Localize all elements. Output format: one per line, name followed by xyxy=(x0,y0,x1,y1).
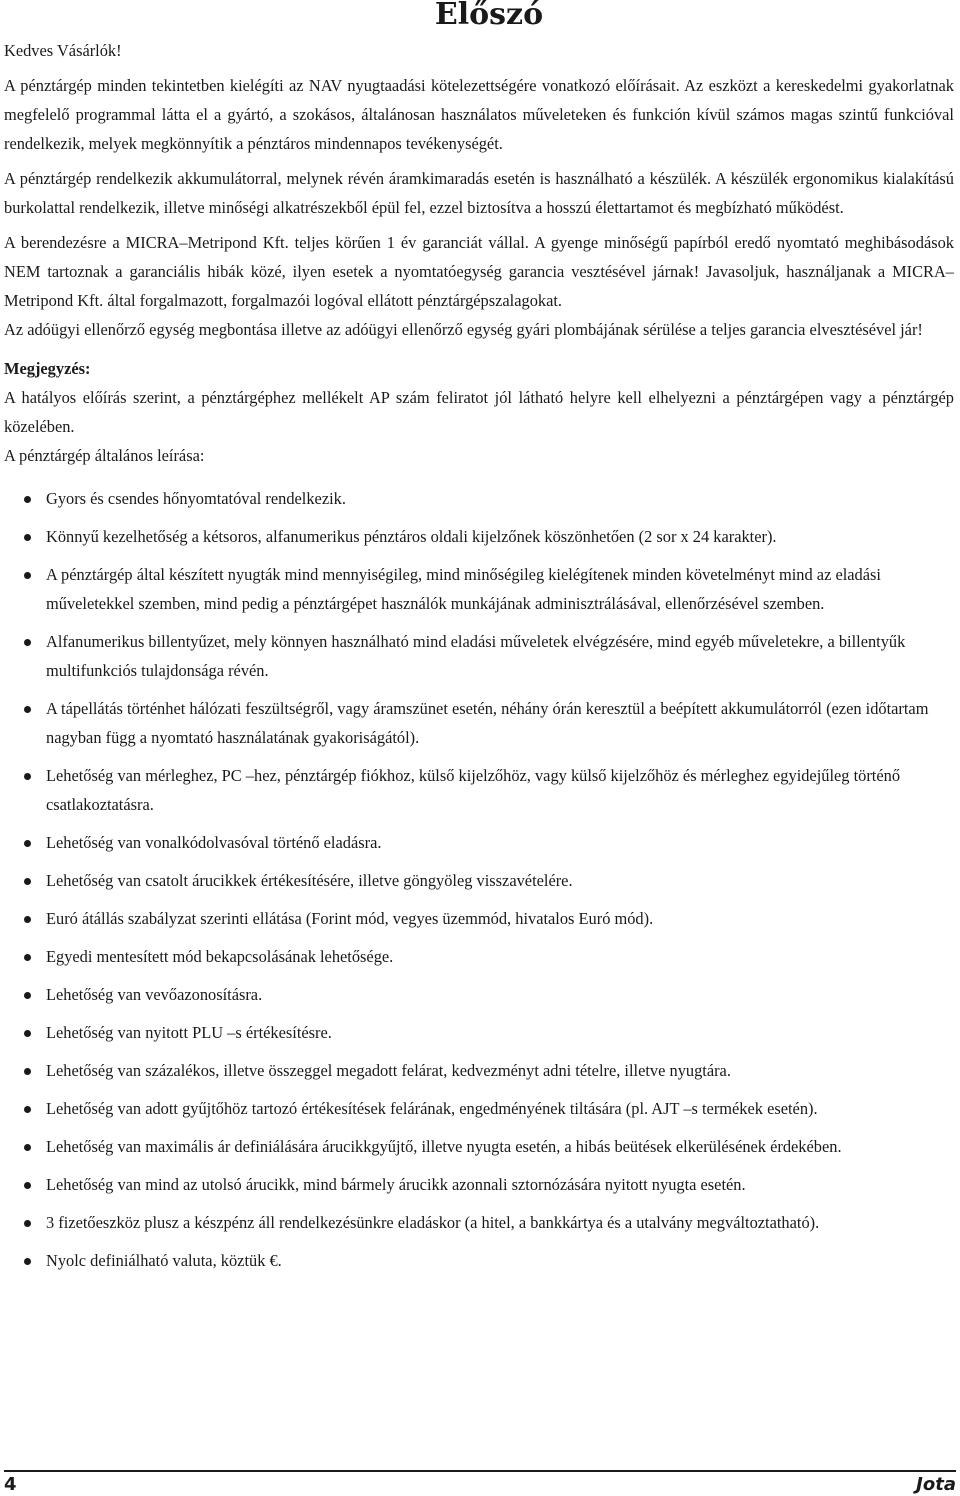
bullet-icon xyxy=(24,954,31,961)
list-item xyxy=(4,866,954,895)
footer-divider xyxy=(4,1470,956,1472)
list-item-text: Lehetőség van vevőazonosításra. xyxy=(46,985,263,1004)
list-item-text: A pénztárgép által készített nyugták mind mennyiségileg, mind minőségileg kielégítenek minden követelményt mind az eladási műveletekkel szemben, mind pedig a pénztárgépet használók munkájának adminisztrálásával, ellenőrzésével szemben. xyxy=(46,565,881,613)
bullet-icon xyxy=(24,878,31,885)
list-item xyxy=(4,1208,954,1237)
list-item xyxy=(4,484,954,513)
list-item xyxy=(4,1132,954,1161)
list-item xyxy=(4,942,954,971)
list-item-text: Lehetőség van mérleghez, PC –hez, pénztárgép fiókhoz, külső kijelzőhöz, vagy külső kijelzőhöz és mérleghez egyidejűleg történő csatlakoztatásra. xyxy=(46,766,901,814)
list-item-text: Lehetőség van százalékos, illetve összeggel megadott felárat, kedvezményt adni tételre, illetve nyugtára. xyxy=(46,1061,731,1080)
list-item xyxy=(4,828,954,857)
list-item xyxy=(4,980,954,1009)
paragraph-intro: A pénztárgép minden tekintetben kielégíti az NAV nyugtaadási kötelezettségére vonatkozó előírásait. Az eszközt a kereskedelmi gyakorlatnak megfelelő programmal látta el a gyártó, a szokásos, általánosan használatos műveleteken és funkción kívül számos magas szintű funkcióval rendelkezik, melyek megkönnyítik a pénztáros mindennapos tevékenységét. xyxy=(4,76,954,153)
bullet-icon xyxy=(24,773,31,780)
document-body xyxy=(4,36,954,1284)
list-item xyxy=(4,1018,954,1047)
list-item-text: Egyedi mentesített mód bekapcsolásának lehetősége. xyxy=(46,947,394,966)
list-item xyxy=(4,761,954,819)
note-text: A hatályos előírás szerint, a pénztárgéphez mellékelt AP szám feliratot jól látható helyre kell elhelyezni a pénztárgépen vagy a pénztárgép közelében. xyxy=(4,388,954,436)
list-item-text: Lehetőség van mind az utolsó árucikk, mind bármely árucikk azonnali sztornózására nyitott nyugta esetén. xyxy=(46,1175,746,1194)
paragraph-warranty: A berendezésre a MICRA–Metripond Kft. teljes körűen 1 év garanciát vállal. A gyenge minőségű papírból eredő nyomtató meghibásodások NEM tartoznak a garanciális hibák közé, ilyen esetek a nyomtatóegység garancia vesztésével járnak! Javasoljuk, használjanak a MICRA–Metripond Kft. által forgalmazott, forgalmazói logóval ellátott pénztárgépszalagokat. xyxy=(4,233,954,310)
bullet-icon xyxy=(24,1068,31,1075)
bullet-icon xyxy=(24,1258,31,1265)
bullet-icon xyxy=(24,1220,31,1227)
page-number: 4 xyxy=(4,1474,17,1495)
list-item-text: Lehetőség van maximális ár definiálására árucikkgyűjtő, illetve nyugta esetén, a hibás beütések elkerülésének érdekében. xyxy=(46,1137,842,1156)
list-item xyxy=(4,1094,954,1123)
list-item-text: Alfanumerikus billentyűzet, mely könnyen használható mind eladási műveletek elvégzésére, mind egyéb műveletekre, a billentyűk multifunkciós tulajdonsága révén. xyxy=(46,632,906,680)
bullet-icon xyxy=(24,639,31,646)
list-item-text: 3 fizetőeszköz plusz a készpénz áll rendelkezésünkre eladáskor (a hitel, a bankkártya és a utalvány megváltoztatható). xyxy=(46,1213,820,1232)
bullet-icon xyxy=(24,1182,31,1189)
note-heading: Megjegyzés: xyxy=(4,359,91,378)
bullet-icon xyxy=(24,534,31,541)
greeting: Kedves Vásárlók! xyxy=(4,41,122,60)
bullet-icon xyxy=(24,1144,31,1151)
description-heading: A pénztárgép általános leírása: xyxy=(4,446,205,465)
list-item-text: Könnyű kezelhetőség a kétsoros, alfanumerikus pénztáros oldali kijelzőnek köszönhetően (2 sor x 24 karakter). xyxy=(46,527,777,546)
bullet-icon xyxy=(24,916,31,923)
paragraph-battery: A pénztárgép rendelkezik akkumulátorral, melynek révén áramkimaradás esetén is használható a készülék. A készülék ergonomikus kialakítású burkolattal rendelkezik, illetve minőségi alkatrészekből épül fel, ezzel biztosítva a hosszú élettartamot és megbízható működést. xyxy=(4,169,954,217)
list-item xyxy=(4,627,954,685)
bullet-icon xyxy=(24,840,31,847)
page-title: Előszó xyxy=(434,0,544,32)
bullet-icon xyxy=(24,1106,31,1113)
list-item xyxy=(4,694,954,752)
list-item-text: A tápellátás történhet hálózati feszültségről, vagy áramszünet esetén, néhány órán keresztül a beépített akkumulátorról (ezen időtartam nagyban függ a nyomtató használatának gyakoriságától). xyxy=(46,699,929,747)
list-item-text: Lehetőség van nyitott PLU –s értékesítésre. xyxy=(46,1023,332,1042)
list-item xyxy=(4,1246,954,1275)
list-item xyxy=(4,1170,954,1199)
bullet-icon xyxy=(24,992,31,999)
list-item-text: Lehetőség van adott gyűjtőhöz tartozó értékesítések felárának, engedményének tiltására (pl. AJT –s termékek esetén). xyxy=(46,1099,818,1118)
brand-logo-text: Jota xyxy=(916,1474,956,1495)
feature-list xyxy=(4,484,954,1275)
list-item-text: Nyolc definiálható valuta, köztük €. xyxy=(46,1251,282,1270)
list-item-text: Lehetőség van csatolt árucikkek értékesítésére, illetve göngyöleg visszavételére. xyxy=(46,871,573,890)
list-item xyxy=(4,904,954,933)
bullet-icon xyxy=(24,496,31,503)
list-item xyxy=(4,560,954,618)
paragraph-fiscal-unit: Az adóügyi ellenőrző egység megbontása illetve az adóügyi ellenőrző egység gyári plombájának sérülése a teljes garancia elvesztésével jár! xyxy=(4,320,923,339)
bullet-icon xyxy=(24,1030,31,1037)
list-item xyxy=(4,1056,954,1085)
bullet-icon xyxy=(24,706,31,713)
list-item xyxy=(4,522,954,551)
list-item-text: Gyors és csendes hőnyomtatóval rendelkezik. xyxy=(46,489,346,508)
bullet-icon xyxy=(24,572,31,579)
list-item-text: Lehetőség van vonalkódolvasóval történő eladásra. xyxy=(46,833,382,852)
list-item-text: Euró átállás szabályzat szerinti ellátása (Forint mód, vegyes üzemmód, hivatalos Euró mód). xyxy=(46,909,654,928)
